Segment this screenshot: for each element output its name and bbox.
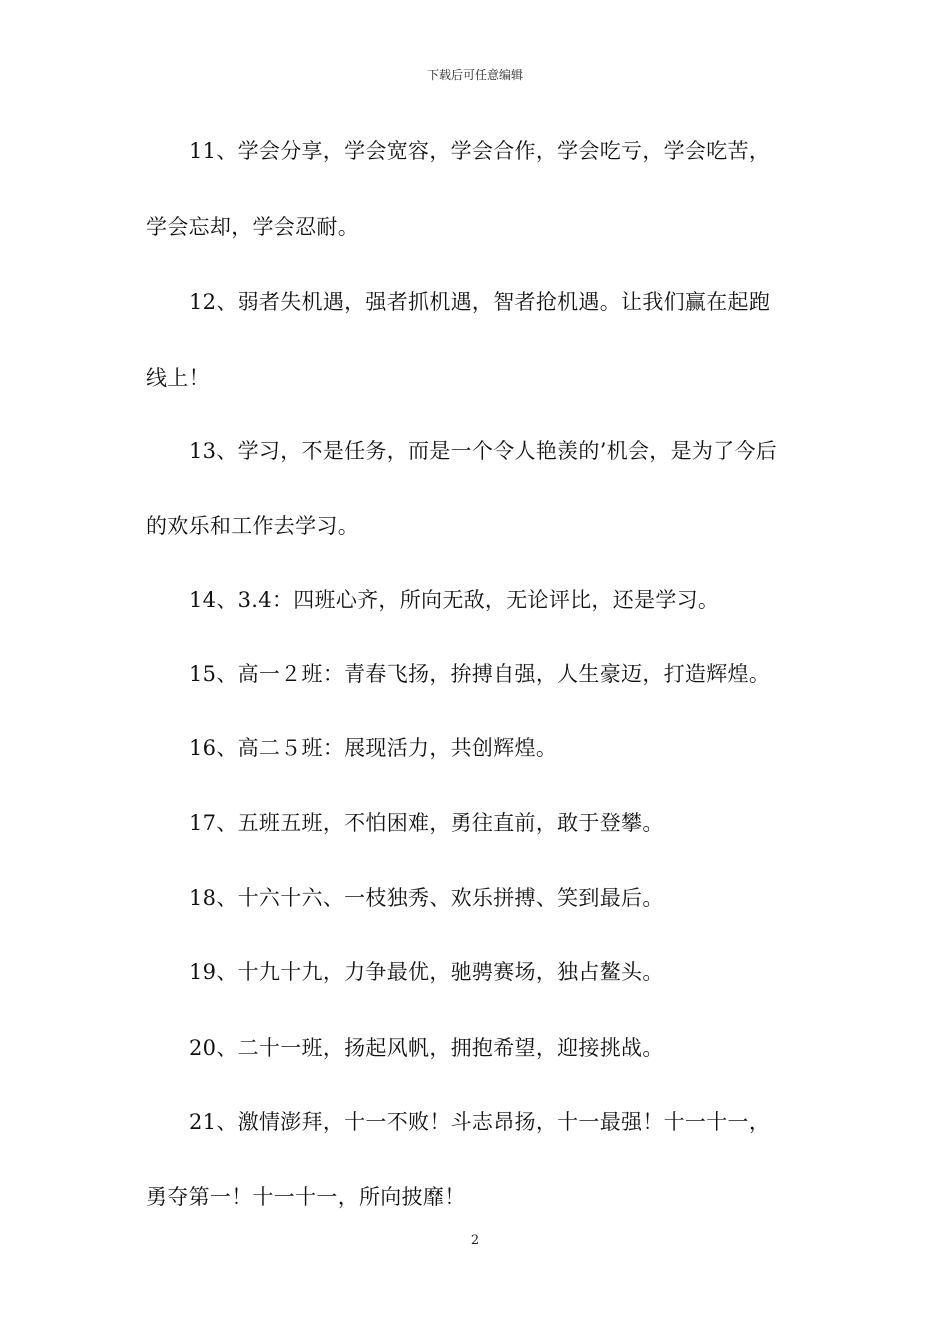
text-line: 的欢乐和工作去学习。 [146, 514, 359, 538]
text-line: 14、3.4：四班心齐，所向无敌，无论评比，还是学习。 [189, 588, 720, 612]
text-line: 12、弱者失机遇，强者抓机遇，智者抢机遇。让我们赢在起跑 [189, 290, 771, 314]
text-line: 勇夺第一！十一十一，所向披靡！ [146, 1185, 466, 1209]
text-line: 13、学习，不是任务，而是一个令人艳羡的’机会，是为了今后 [189, 439, 778, 463]
page-number: 2 [470, 1233, 480, 1248]
page-header: 下载后可任意编辑 [426, 68, 523, 82]
text-line: 21、激情澎拜，十一不败！斗志昂扬，十一最强！十一十一， [189, 1110, 771, 1134]
text-line: 19、十九十九，力争最优，驰骋赛场，独占鳌头。 [189, 960, 664, 984]
text-line: 17、五班五班，不怕困难，勇往直前，敢于登攀。 [189, 811, 664, 835]
text-line: 18、十六十六、一枝独秀、欢乐拼搏、笑到最后。 [189, 886, 664, 910]
text-line: 16、高二５班：展现活力，共创辉煌。 [189, 736, 558, 760]
text-line: 学会忘却，学会忍耐。 [146, 215, 359, 239]
text-line: 线上！ [146, 366, 210, 390]
text-line: 20、二十一班，扬起风帆，拥抱希望，迎接挑战。 [189, 1036, 664, 1060]
text-line: 11、学会分享，学会宽容，学会合作，学会吃亏，学会吃苦， [189, 139, 771, 163]
text-line: 15、高一２班：青春飞扬，拚搏自强，人生豪迈，打造辉煌。 [189, 662, 771, 686]
